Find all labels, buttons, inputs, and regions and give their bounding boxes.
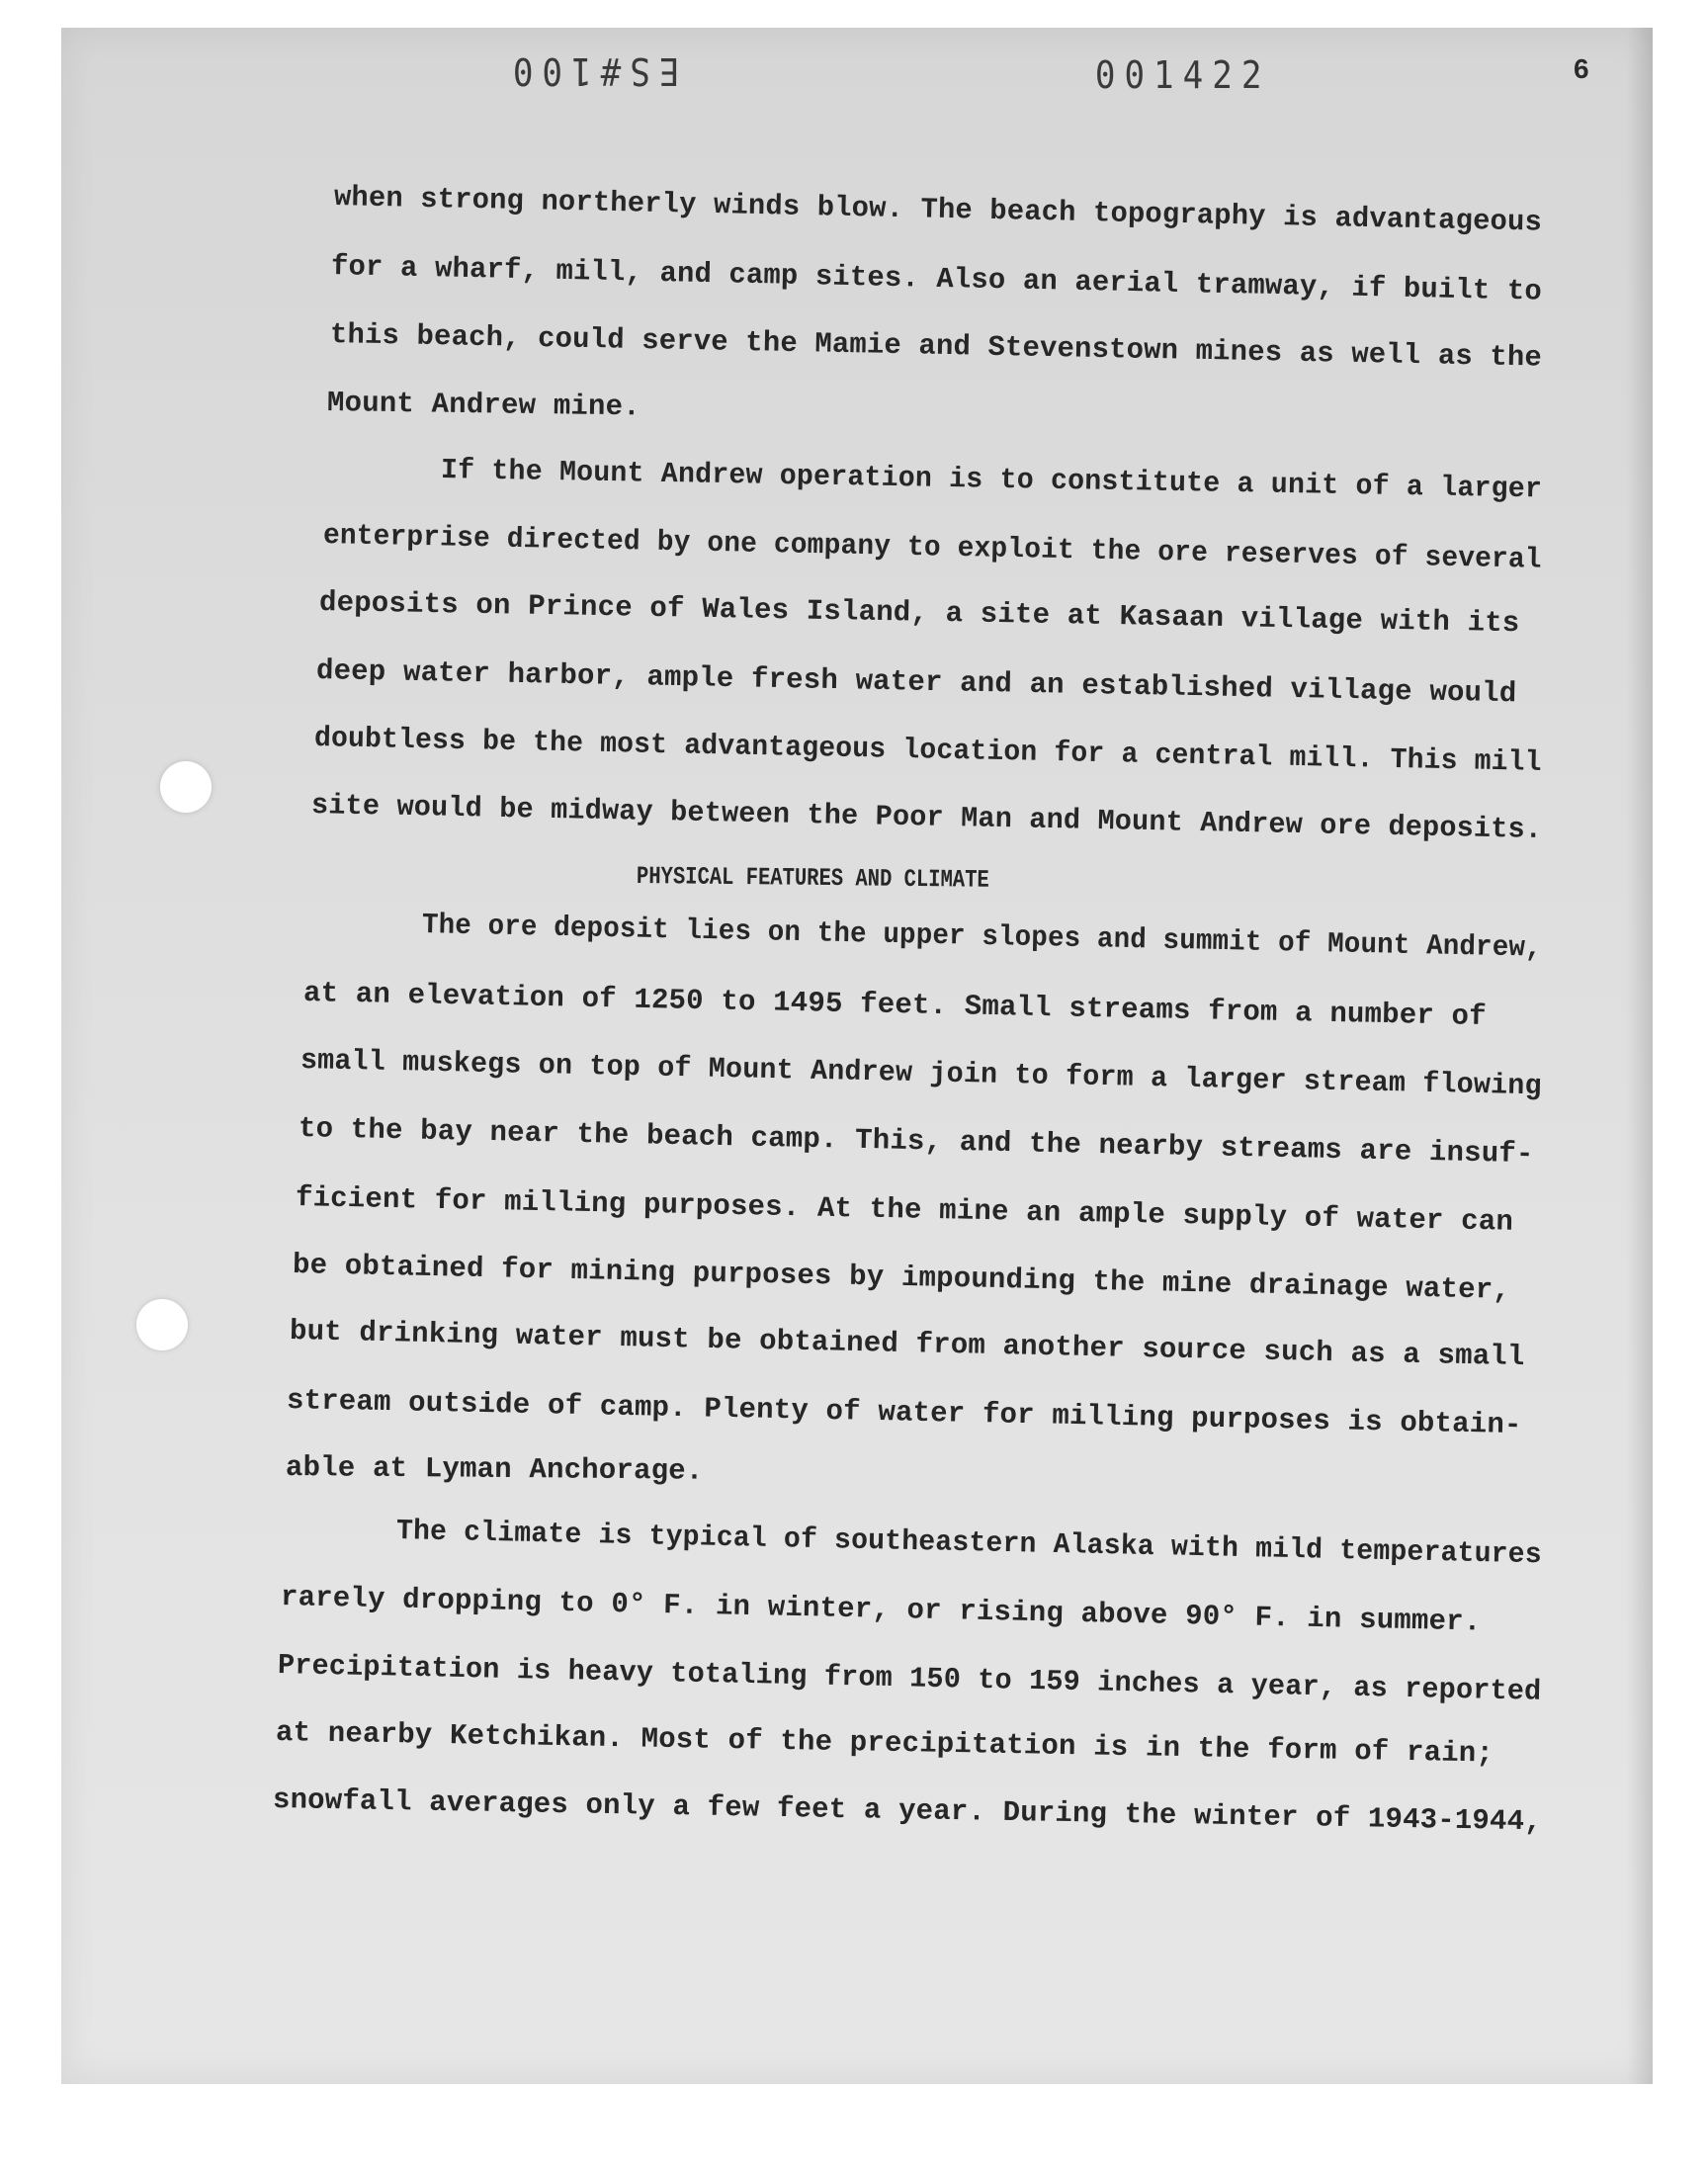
page-number: 6	[1574, 53, 1589, 84]
text-line: rarely dropping to 0° F. in winter, or rising above 90° F. in summer.	[280, 1581, 1482, 1639]
document-stamp-number: 001422	[1094, 53, 1271, 97]
text-line: small muskegs on top of Mount Andrew join to form a larger stream flowing	[299, 1044, 1543, 1103]
text-line: when strong northerly winds blow. The beach topography is advantageous	[333, 181, 1543, 239]
text-line: site would be midway between the Poor Man and Mount Andrew ore deposits.	[310, 789, 1543, 846]
text-line: be obtained for mining purposes by impounding the mine drainage water,	[292, 1249, 1511, 1307]
text-line: doubtless be the most advantageous location for a central mill. This mill	[313, 722, 1543, 779]
text-line: able at Lyman Anchorage.	[285, 1451, 704, 1488]
text-line: Mount Andrew mine.	[326, 387, 641, 424]
text-line: at nearby Ketchikan. Most of the precipitation is in the form of rain;	[275, 1716, 1494, 1771]
text-line: enterprise directed by one company to exploit the ore reserves of several	[322, 519, 1543, 576]
document-stamp-left: ES#100	[503, 49, 680, 93]
text-line: Precipitation is heavy totaling from 150 to 159 inches a year, as reported	[277, 1649, 1542, 1708]
text-line: deep water harbor, ample fresh water and an established village would	[315, 654, 1517, 711]
text-line: If the Mount Andrew operation is to constitute a unit of a larger	[440, 454, 1543, 506]
text-line: stream outside of camp. Plenty of water for milling purposes is obtain-	[286, 1384, 1522, 1442]
section-heading: PHYSICAL FEATURES AND CLIMATE	[636, 862, 989, 895]
text-line: The climate is typical of southeastern Alaska with mild temperatures	[395, 1515, 1543, 1572]
text-line: The ore deposit lies on the upper slopes and summit of Mount Andrew,	[421, 909, 1543, 965]
text-line: deposits on Prince of Wales Island, a site at Kasaan village with its	[318, 586, 1520, 641]
text-line: ficient for milling purposes. At the mine an ample supply of water can	[295, 1181, 1514, 1239]
text-line: snowfall averages only a few feet a year. During the winter of 1943-1944,	[272, 1784, 1543, 1839]
text-line: at an elevation of 1250 to 1495 feet. Small streams from a number of	[302, 977, 1488, 1034]
text-line: to the bay near the beach camp. This, and the nearby streams are insuf-	[298, 1112, 1534, 1172]
text-line: but drinking water must be obtained from another source such as a small	[289, 1315, 1525, 1374]
text-line: for a wharf, mill, and camp sites. Also an aerial tramway, if built to	[330, 250, 1543, 308]
text-line: this beach, could serve the Mamie and Stevenstown mines as well as the	[329, 318, 1543, 375]
